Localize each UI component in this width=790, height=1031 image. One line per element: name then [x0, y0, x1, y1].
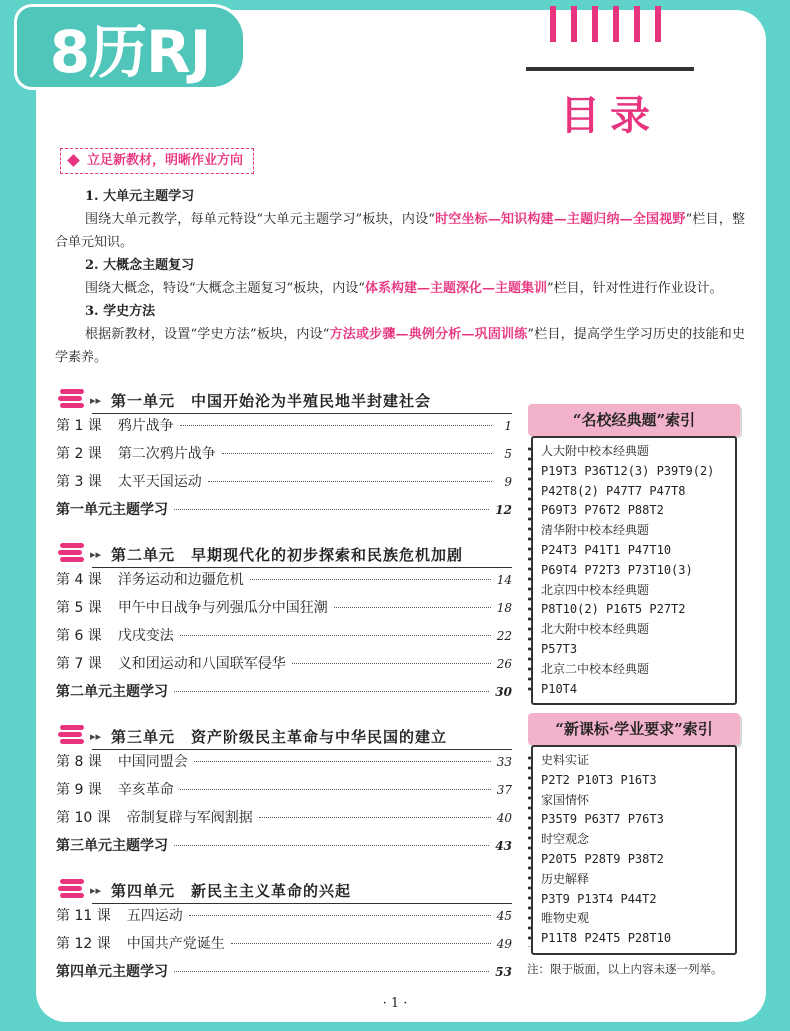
lesson-row[interactable] [56, 569, 512, 597]
index-entries: P35T9 P63T7 P76T3 [541, 812, 664, 827]
lesson-page: 33 [496, 755, 512, 769]
lesson-page: 14 [496, 573, 512, 587]
lesson-number: 第 2 课 [56, 446, 102, 462]
lesson-title: 鸦片战争 [117, 418, 174, 434]
dot-leader [180, 789, 491, 790]
lesson-page: 9 [504, 475, 512, 489]
intro-item [55, 300, 745, 369]
intro-item [55, 254, 745, 300]
lesson-row[interactable] [56, 933, 512, 961]
arrow-icon: ▸▸ [90, 729, 102, 743]
dot-leader [189, 915, 491, 916]
summary-title: 第三单元主题学习 [56, 838, 168, 854]
lesson-page: 45 [496, 909, 512, 923]
lesson-row[interactable] [56, 415, 512, 443]
index-category: 唯物史观 [541, 911, 590, 926]
dot-leader [180, 635, 491, 636]
unit-section [56, 385, 512, 527]
lesson-row[interactable] [56, 597, 512, 625]
dot-leader [231, 943, 491, 944]
summary-page: 30 [495, 685, 512, 699]
unit-summary-row[interactable] [56, 681, 512, 709]
dot-leader [174, 845, 489, 846]
index-entries: P57T3 [541, 641, 578, 656]
lesson-title: 甲午中日战争与列强瓜分中国狂潮 [117, 600, 328, 616]
footnote: 注：限于版面，以上内容未逐一列举。 [527, 962, 723, 976]
index-entries: P2T2 P10T3 P16T3 [541, 772, 657, 787]
unit-summary-row[interactable] [56, 961, 512, 989]
lesson-title: 第二次鸦片战争 [117, 446, 216, 462]
index-category: 时空观念 [541, 832, 590, 847]
dot-leader [174, 691, 489, 692]
lesson-number: 第 5 课 [56, 600, 102, 616]
lesson-title: 义和团运动和八国联军侵华 [117, 656, 286, 672]
lesson-row[interactable] [56, 905, 512, 933]
lesson-page: 37 [496, 783, 512, 797]
index-entries: P11T8 P24T5 P28T10 [541, 931, 672, 946]
lesson-page: 1 [504, 419, 512, 433]
arrow-icon: ▸▸ [90, 393, 102, 407]
lesson-row[interactable] [56, 443, 512, 471]
lesson-number: 第 3 课 [56, 474, 102, 490]
lesson-row[interactable] [56, 653, 512, 681]
books-icon [56, 877, 86, 903]
unit-section [56, 539, 512, 709]
index-entries: P19T3 P36T12(3) P39T9(2) [541, 463, 715, 478]
dot-leader [292, 663, 491, 664]
section-tag: 立足新教材，明晰作业方向 [60, 148, 254, 174]
lesson-title: 戊戌变法 [117, 628, 174, 644]
dot-leader [180, 425, 492, 426]
unit-section [56, 721, 512, 863]
page-number: · 1 · [382, 996, 408, 1011]
dot-leader [259, 817, 491, 818]
index-entries: P69T3 P76T2 P88T2 [541, 503, 664, 518]
lesson-page: 26 [496, 657, 512, 671]
lesson-title: 中国同盟会 [117, 754, 188, 770]
index-title-curriculum: “新课标·学业要求”索引 [528, 713, 740, 745]
index-category: 人大附中校本经典题 [541, 444, 650, 458]
unit-header [56, 385, 512, 415]
unit-title: 第二单元 早期现代化的初步探索和民族危机加剧 [111, 545, 464, 564]
lesson-number: 第 7 课 [56, 656, 102, 672]
lesson-number: 第 10 课 [56, 810, 111, 826]
unit-title: 第三单元 资产阶级民主革命与中华民国的建立 [111, 727, 448, 746]
lesson-title: 辛亥革命 [117, 782, 174, 798]
intro-text: 根据新教材，设置“学史方法”板块，内设“方法或步骤—典例分析—巩固训练”栏目，提高学生学习历史的技能和史学素养。 [55, 327, 745, 365]
index-entries: P8T10(2) P16T5 P27T2 [541, 602, 686, 617]
books-icon [56, 387, 86, 413]
summary-page: 12 [495, 503, 512, 517]
index-entries: P3T9 P13T4 P44T2 [541, 891, 657, 906]
index-entries: P69T4 P72T3 P73T10(3) [541, 562, 693, 577]
page-title: 目录 [560, 92, 660, 139]
lesson-number: 第 6 课 [56, 628, 102, 644]
intro-section [55, 185, 745, 369]
lesson-page: 5 [504, 447, 512, 461]
dot-leader [208, 481, 492, 482]
index-category: 家国情怀 [541, 792, 590, 807]
unit-header [56, 539, 512, 569]
index-category: 历史解释 [541, 871, 590, 886]
lesson-title: 帝制复辟与军阀割据 [126, 810, 253, 826]
index-entries: P20T5 P28T9 P38T2 [541, 851, 664, 866]
index-category: 清华附中校本经典题 [541, 523, 650, 538]
index-category: 北京二中校本经典题 [541, 661, 650, 676]
lesson-row[interactable] [56, 625, 512, 653]
books-icon [56, 541, 86, 567]
unit-summary-row[interactable] [56, 499, 512, 527]
intro-text: 围绕大概念，特设“大概念主题复习”板块，内设“体系构建—主题深化—主题集训”栏目，针对性进行作业设计。 [85, 281, 723, 296]
index-category: 北大附中校本经典题 [541, 622, 650, 637]
intro-item [55, 185, 745, 254]
index-title-famous-schools: “名校经典题”索引 [528, 404, 740, 436]
index-box-curriculum [531, 745, 737, 955]
lesson-page: 22 [496, 629, 512, 643]
summary-title: 第四单元主题学习 [56, 964, 168, 980]
lesson-page: 49 [496, 937, 512, 951]
intro-text: 围绕大单元教学，每单元特设“大单元主题学习”板块，内设“时空坐标—知识构建—主题归纳—全国视野”栏目，整合单元知识。 [55, 212, 745, 250]
dot-leader [174, 971, 489, 972]
lesson-row[interactable] [56, 807, 512, 835]
intro-heading: 1. 大单元主题学习 [85, 189, 195, 204]
lesson-number: 第 12 课 [56, 936, 111, 952]
dot-leader [250, 579, 491, 580]
dot-leader [174, 509, 489, 510]
lesson-page: 18 [496, 601, 512, 615]
arrow-icon: ▸▸ [90, 547, 102, 561]
lesson-title: 太平天国运动 [117, 474, 202, 490]
index-entries: P24T3 P41T1 P47T10 [541, 542, 672, 557]
lesson-number: 第 4 课 [56, 572, 102, 588]
index-category: 北京四中校本经典题 [541, 582, 650, 597]
lesson-row[interactable] [56, 779, 512, 807]
title-divider [526, 67, 694, 71]
dot-leader [334, 607, 491, 608]
summary-title: 第二单元主题学习 [56, 684, 168, 700]
unit-title: 第四单元 新民主主义革命的兴起 [111, 881, 352, 900]
unit-title: 第一单元 中国开始沦为半殖民地半封建社会 [111, 391, 432, 410]
index-entries: P10T4 [541, 681, 578, 696]
title-decoration [550, 6, 661, 42]
unit-summary-row[interactable] [56, 835, 512, 863]
lesson-row[interactable] [56, 471, 512, 499]
arrow-icon: ▸▸ [90, 883, 102, 897]
summary-page: 43 [495, 839, 512, 853]
index-entries: P42T8(2) P47T7 P47T8 [541, 483, 686, 498]
lesson-title: 五四运动 [126, 908, 183, 924]
lesson-number: 第 11 课 [56, 908, 111, 924]
lesson-number: 第 1 课 [56, 418, 102, 434]
books-icon [56, 723, 86, 749]
lesson-row[interactable] [56, 751, 512, 779]
table-of-contents [56, 385, 512, 1001]
dot-leader [194, 761, 491, 762]
index-box-famous-schools [531, 436, 737, 705]
unit-section [56, 875, 512, 989]
lesson-number: 第 8 课 [56, 754, 102, 770]
summary-page: 53 [495, 965, 512, 979]
lesson-number: 第 9 课 [56, 782, 102, 798]
lesson-title: 洋务运动和边疆危机 [117, 572, 244, 588]
intro-heading: 2. 大概念主题复习 [85, 258, 195, 273]
unit-header [56, 721, 512, 751]
grade-badge: 8历RJ [14, 4, 246, 90]
unit-header [56, 875, 512, 905]
index-category: 史料实证 [541, 753, 590, 767]
lesson-title: 中国共产党诞生 [126, 936, 225, 952]
dot-leader [222, 453, 492, 454]
lesson-page: 40 [496, 811, 512, 825]
summary-title: 第一单元主题学习 [56, 502, 168, 518]
intro-heading: 3. 学史方法 [85, 304, 156, 319]
